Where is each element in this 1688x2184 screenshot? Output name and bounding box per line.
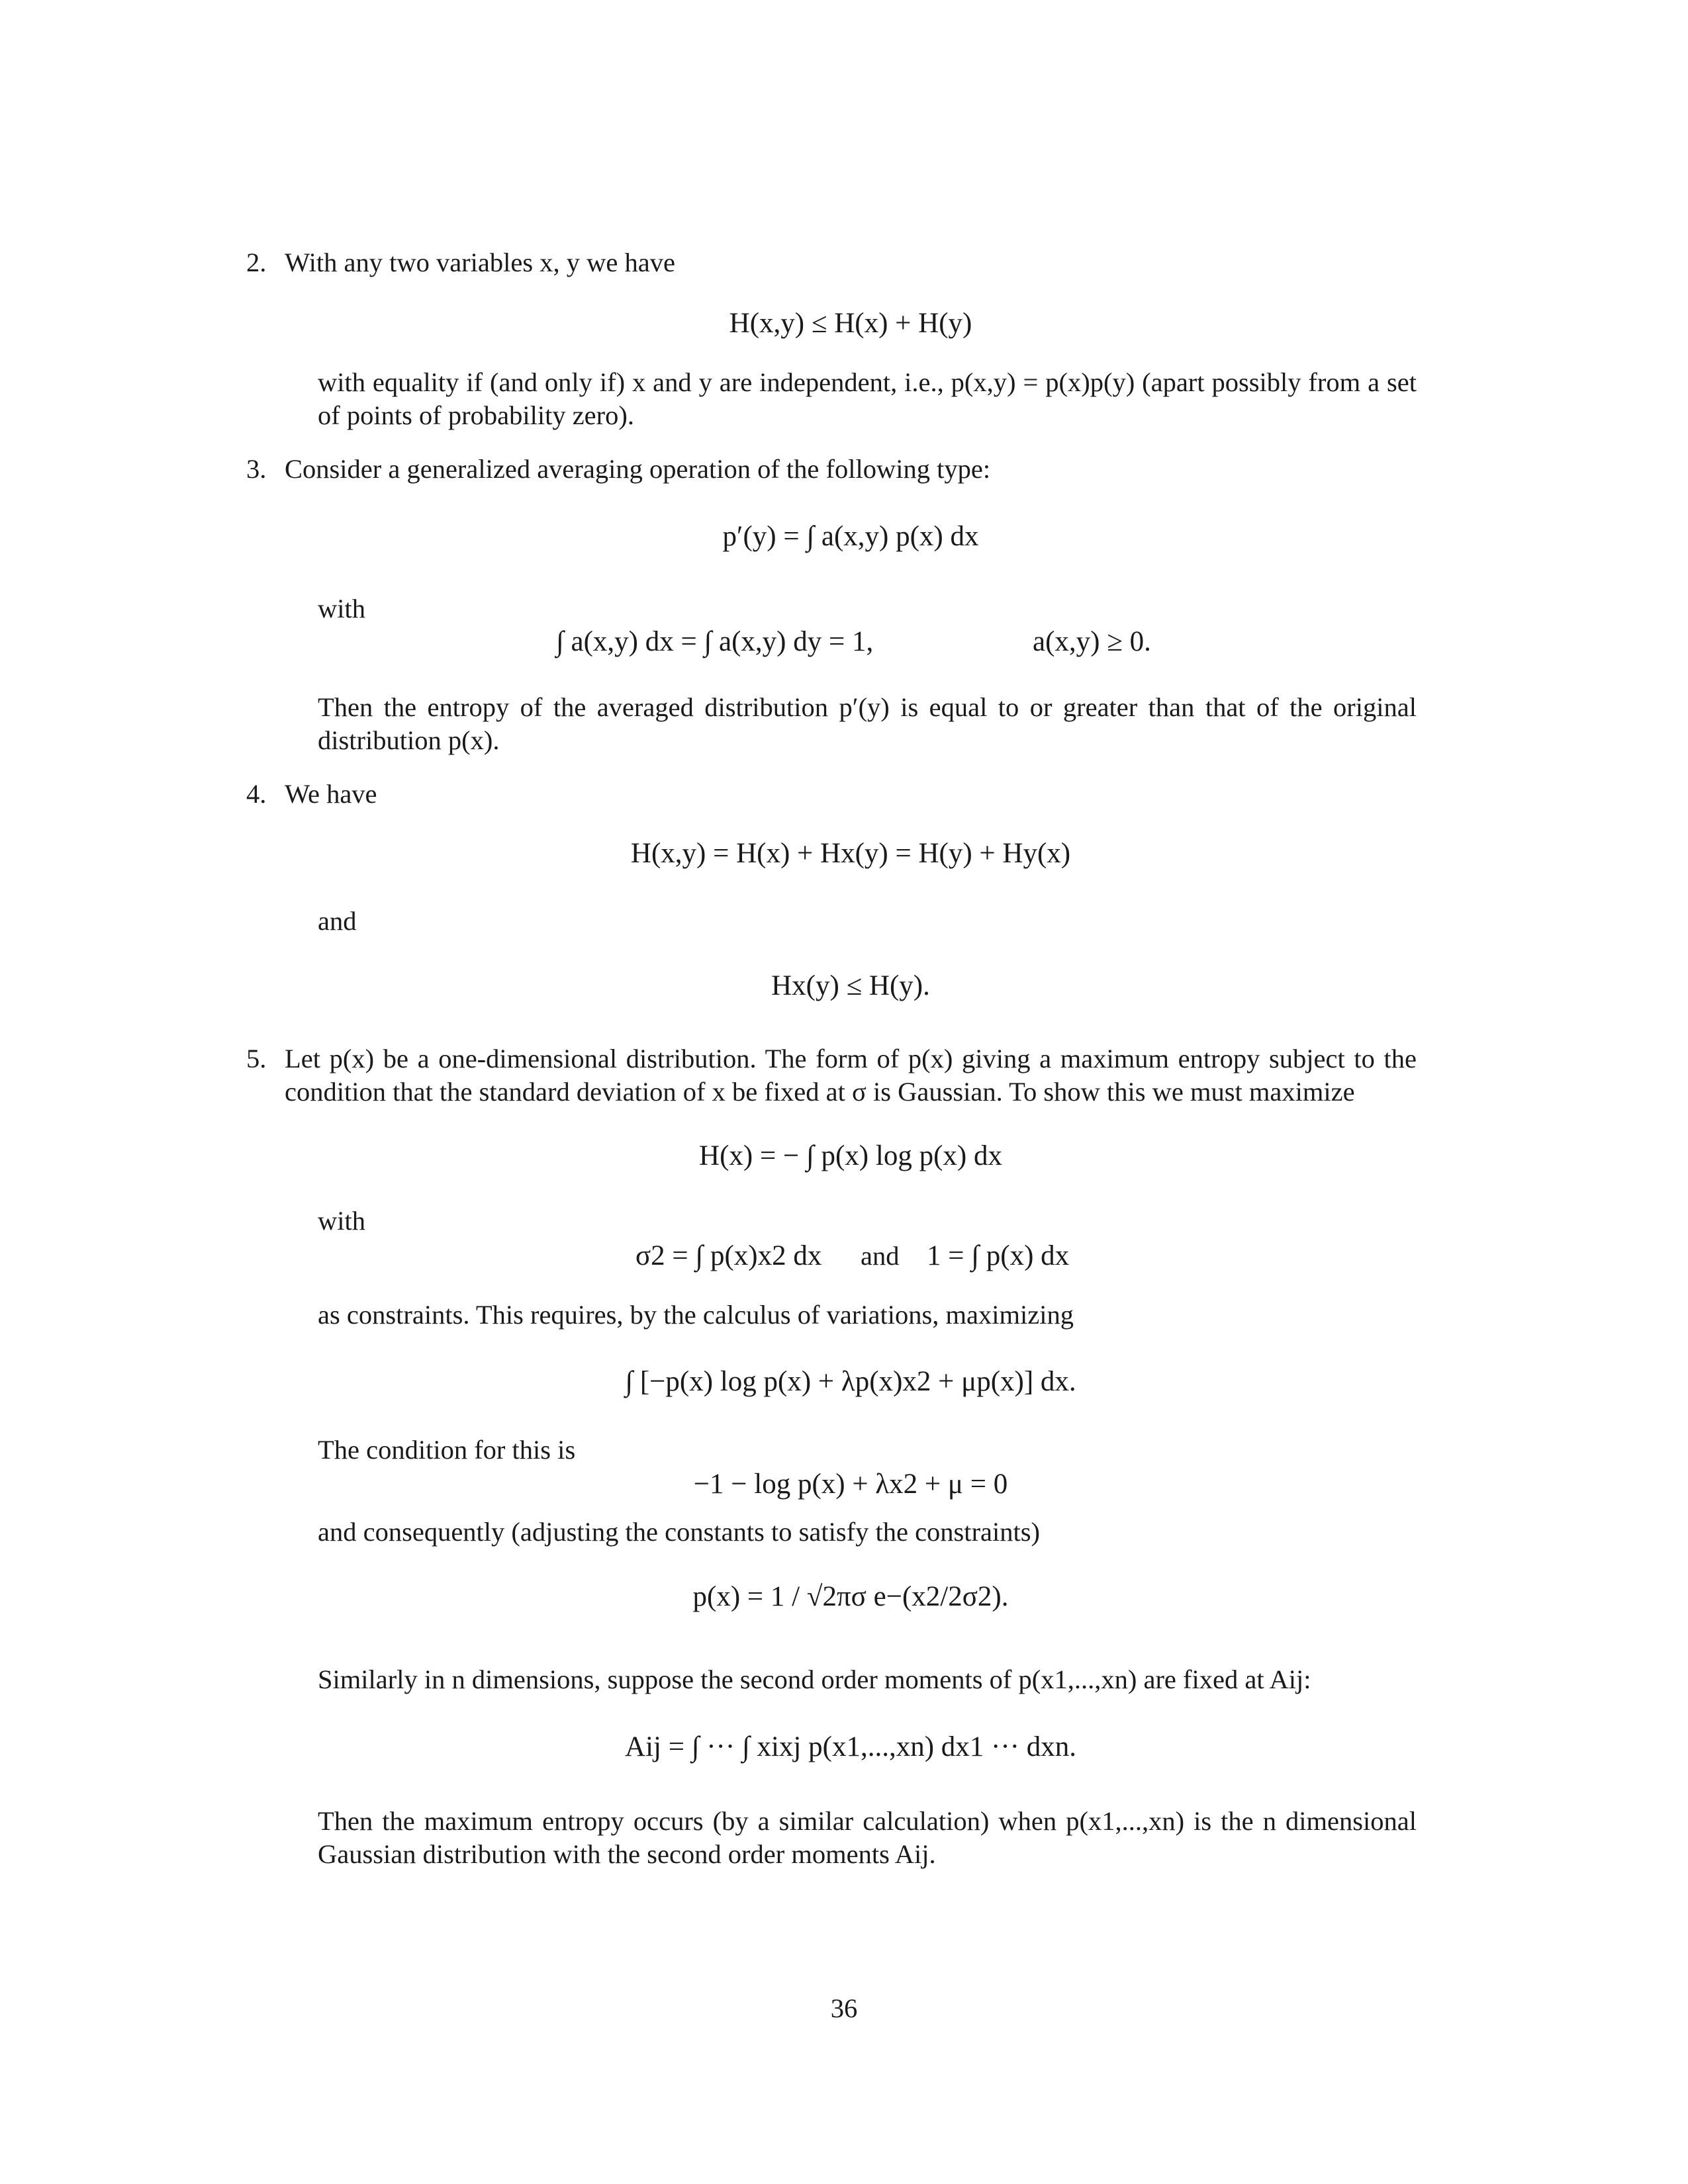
equation-conditional-entropy: Hx(y) ≤ H(y).	[771, 970, 930, 1001]
equation-gaussian: p(x) = 1 / √2πσ e−(x2/2σ2).	[692, 1581, 1009, 1612]
equation-euler-lagrange: −1 − log p(x) + λx2 + μ = 0	[693, 1469, 1008, 1500]
item-number: 3.	[246, 454, 267, 484]
label-and: and	[318, 906, 357, 936]
paragraph-equality: with equality if (and only if) x and y are independent, i.e., p(x,y) = p(x)p(y) (apart possibly from a set of points of probability zero).	[318, 367, 1417, 430]
equation-chain-rule: H(x,y) = H(x) + Hx(y) = H(y) + Hy(x)	[630, 838, 1071, 869]
equation-variance-constraint: σ2 = ∫ p(x)x2 dx	[635, 1240, 822, 1271]
label-with: with	[318, 594, 366, 623]
item-intro: Consider a generalized averaging operation of the following type:	[285, 454, 991, 484]
paragraph-consequently: and consequently (adjusting the constants to satisfy the constraints)	[318, 1517, 1041, 1547]
equation-normalization-constraint: 1 = ∫ p(x) dx	[927, 1240, 1070, 1271]
paragraph-averaged-entropy: Then the entropy of the averaged distribution p′(y) is equal to or greater than that of the original distribution p(x).	[318, 692, 1417, 755]
paragraph-constraints: as constraints. This requires, by the calculus of variations, maximizing	[318, 1300, 1074, 1330]
item-intro: Let p(x) be a one-dimensional distribution. The form of p(x) giving a maximum entropy subject to the condition that the standard deviation of x be fixed at σ is Gaussian. To show this we must maximize	[285, 1044, 1417, 1107]
paragraph-n-dimensions: Similarly in n dimensions, suppose the second order moments of p(x1,...,xn) are fixed at Aij:	[318, 1664, 1311, 1694]
label-with: with	[318, 1206, 366, 1236]
item-intro: With any two variables x, y we have	[285, 248, 675, 277]
list-item-2	[246, 246, 1417, 279]
item-number: 2.	[246, 248, 267, 277]
item-number: 4.	[246, 779, 267, 809]
item-number: 5.	[246, 1044, 267, 1073]
list-item-5	[246, 1042, 1417, 1109]
equation-second-moments: Aij = ∫ ··· ∫ xixj p(x1,...,xn) dx1 ··· dxn.	[625, 1731, 1076, 1762]
paragraph-conclusion: Then the maximum entropy occurs (by a similar calculation) when p(x1,...,xn) is the n dimensional Gaussian distribution with the second order moments Aij.	[318, 1806, 1417, 1869]
paragraph-condition: The condition for this is	[318, 1435, 576, 1465]
item-intro: We have	[285, 779, 377, 809]
equation-averaging-positive: a(x,y) ≥ 0.	[1033, 626, 1151, 657]
equation-entropy: H(x) = − ∫ p(x) log p(x) dx	[699, 1140, 1002, 1171]
list-item-4	[246, 778, 1417, 811]
list-item-3	[246, 453, 1417, 486]
equation-averaging: p′(y) = ∫ a(x,y) p(x) dx	[722, 521, 979, 552]
equation-averaging-normalization: ∫ a(x,y) dx = ∫ a(x,y) dy = 1,	[556, 626, 874, 657]
equation-subadditivity: H(x,y) ≤ H(x) + H(y)	[729, 308, 972, 339]
equation-functional: ∫ [−p(x) log p(x) + λp(x)x2 + μp(x)] dx.	[625, 1366, 1076, 1397]
page-number: 36	[830, 1993, 858, 2023]
equation-and-word: and	[861, 1241, 900, 1271]
